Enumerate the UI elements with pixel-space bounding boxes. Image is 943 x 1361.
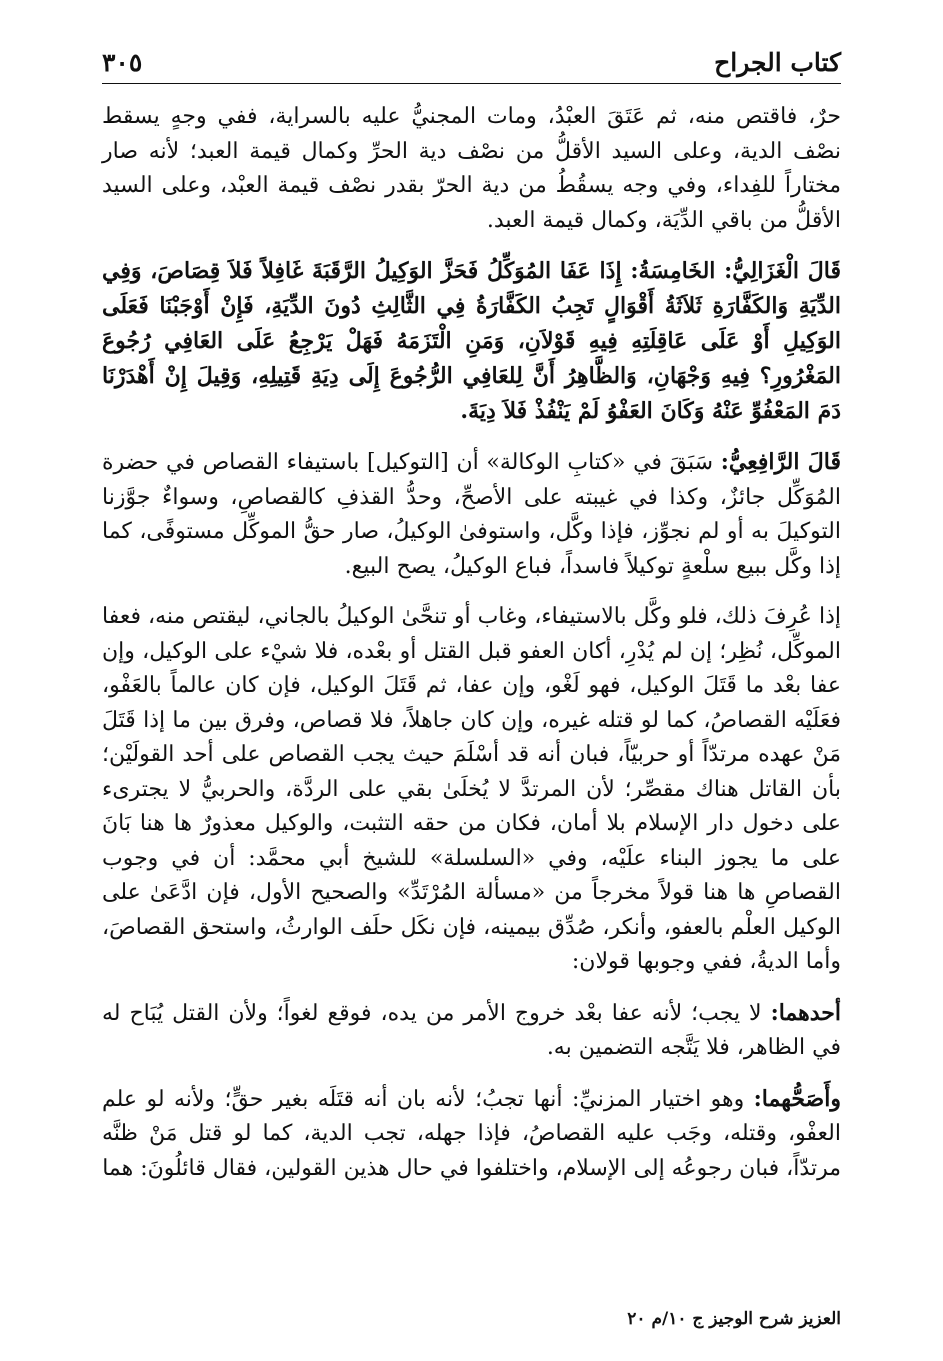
paragraph-second-view [102,1082,841,1187]
paragraph-text-first: لا يجب؛ لأنه عفا بعْد خروج الأمر من يده، فوقع لغواً؛ ولأن القتل يُبَاح له في الظاهر، فلا يَتَّجه التضمين به. [102,1000,841,1060]
body-text [102,100,841,1202]
paragraph-ghazali [102,254,841,429]
paragraph-lead-ghazali: قَالَ الْغَزَالِيُّ: [724,258,841,284]
paragraph-rafii [102,445,841,584]
running-header [102,44,841,84]
page-number: ٣٠٥ [102,48,143,77]
paragraph-4: إذا عُرِفَ ذلك، فلو وكَّل بالاستيفاء، وغاب أو تنحَّىٰ الوكيلُ بالجاني، ليقتص منه، فعفا الموكِّل، نُظِر؛ إن لم يُدْرِ، أكان العفو قبل القتل أو بعْده، فلا شيْء على الوكيل، وإن عفا بعْد ما قَتَلَ الوكيل، فهو لَغْو، وإن عفا، ثم قَتَلَ الوكيل، فإن كان عالماً بالعَفْو، فعَلَيْه القصاصُ، كما لو قتله غيره، وإن كان جاهلاً، فلا قصاص، وفرق بين ما إذا قَتَلَ مَنْ عهده مرتدّاً أو حربيّاً، فبان أنه قد أسْلَمَ حيث يجب القصاص على أحد القولَيْن؛ بأن القاتل هناك مقصِّر؛ لأن المرتدَّ لا يُخلَىٰ بقي على الردَّة، والحربيُّ لا يجترىء على دخول دار الإسلام بلا أمان، فكان من حقه التثبت، والوكيل معذورٌ ها هنا بَانَ على ما يجوز البناء علَيْه، وفي «السلسلة» للشيخ أبي محمَّد: أن في وجوب القصاصِ ها هنا قولاً مخرجاً من «مسألة المُرْتَدِّ» والصحيح الأول، فإن ادَّعَىٰ على الوكيل العلْم بالعفو، وأنكر، صُدِّق بيمينه، فإن نكَل حلَف الوارثُ، واستحق القصاصَ، وأما الديةُ، ففي وجوبها قولان: [102,604,841,974]
paragraph-lead-first: أحدهما: [770,999,842,1026]
paragraph-1: حرٌ، فاقتص منه، ثم عَتَقَ العبْدُ، ومات المجنيُّ عليه بالسراية، ففي وجهٍ يسقط نصْف الدية، وعلى السيد الأقلُّ من نصْف دية الحرِّ وكمال قيمة العبد؛ لأنه صار مختاراً للفِداء، وفي وجه يسقُطُ من دية الحرّ بقدر نصْف قيمة العبْد، وعلى السيد الأقلُّ من باقي الدِّيَة، وكمال قيمة العبد. [102,104,841,233]
paragraph-first-view [102,996,841,1066]
paragraph-lead-second: وأَصَحُّهما: [753,1085,841,1112]
paragraph-lead-rafii: قَالَ الرَّافِعِيُّ: [720,449,841,475]
book-title: كتاب الجراح [714,48,841,77]
signature-footer: العزيز شرح الوجيز ج ١٠/م ٢٠ [627,1309,841,1329]
paragraph-text-ghazali: الخَامِسَةُ: إِذَا عَفَا المُوَكِّلُ فَحَزَّ الوَكِيلُ الرَّقَبَةَ غَافِلاً فَلاَ قِصَاصَ، وَفِي الدِّيَةِ وَالكَفَّارَةِ ثَلاَثَةُ أَقْوَالٍ تَجِبُ الكَفَّارَةُ فِي الثَّالِثِ دُونَ الدِّيَةِ، فَإِنْ أَوْجَبْنَا فَعَلَى الوَكِيلِ أَوْ عَلَى عَاقِلَتِهِ فِيهِ قَوْلاَنِ، وَمَنِ الْتَزَمَهُ فَهَلْ يَرْجِعُ عَلَى العَافِي رُجُوعَ المَغْرُورِ؟ فِيهِ وَجْهَانِ، وَالظَّاهِرُ أَنَّ لِلعَافِي الرُّجُوعَ إِلَى دِيَةِ قَتِيلِهِ، وَقِيلَ إِنْ أَهْدَرْنَا دَمَ المَعْفُوِّ عَنْهُ وَكَانَ العَفْوُ لَمْ يَنْفُذْ فَلاَ دِيَةَ. [102,258,841,424]
paragraph-text-second: وهو اختيار المزنيِّ: أنها تجبُ؛ لأنه بان أنه قتَلَه بغير حقٍّ؛ ولأنه لو علم العفْو، وقتله، وجَب عليه القصاصُ، فإذا جهله، تجب الدية، كما لو قتل مَنْ ظنَّه مرتدّاً، فبان رجوعُه إلى الإسلام، واختلفوا في حال هذين القولين، فقال قائلُونَ: هما [102,1086,841,1181]
paragraph-text-rafii: سَبَقَ في «كتابِ الوكالة» أن [التوكيل] باستيفاء القصاص في حضرة المُوَكِّل جائزٌ، وكذا في غيبته على الأصحِّ، وحدُّ القذفِ كالقصاصِ، وسواءٌ جوَّزنا التوكيلَ به أو لم نجوِّز، فإذا وكَّل، واستوفىٰ الوكيلُ، صار حقُّ الموكِّل مستوفًى، كما إذا وكَّل ببيع سلْعةٍ توكيلاً فاسداً، فباع الوكيلُ، يصح البيع. [102,450,841,579]
